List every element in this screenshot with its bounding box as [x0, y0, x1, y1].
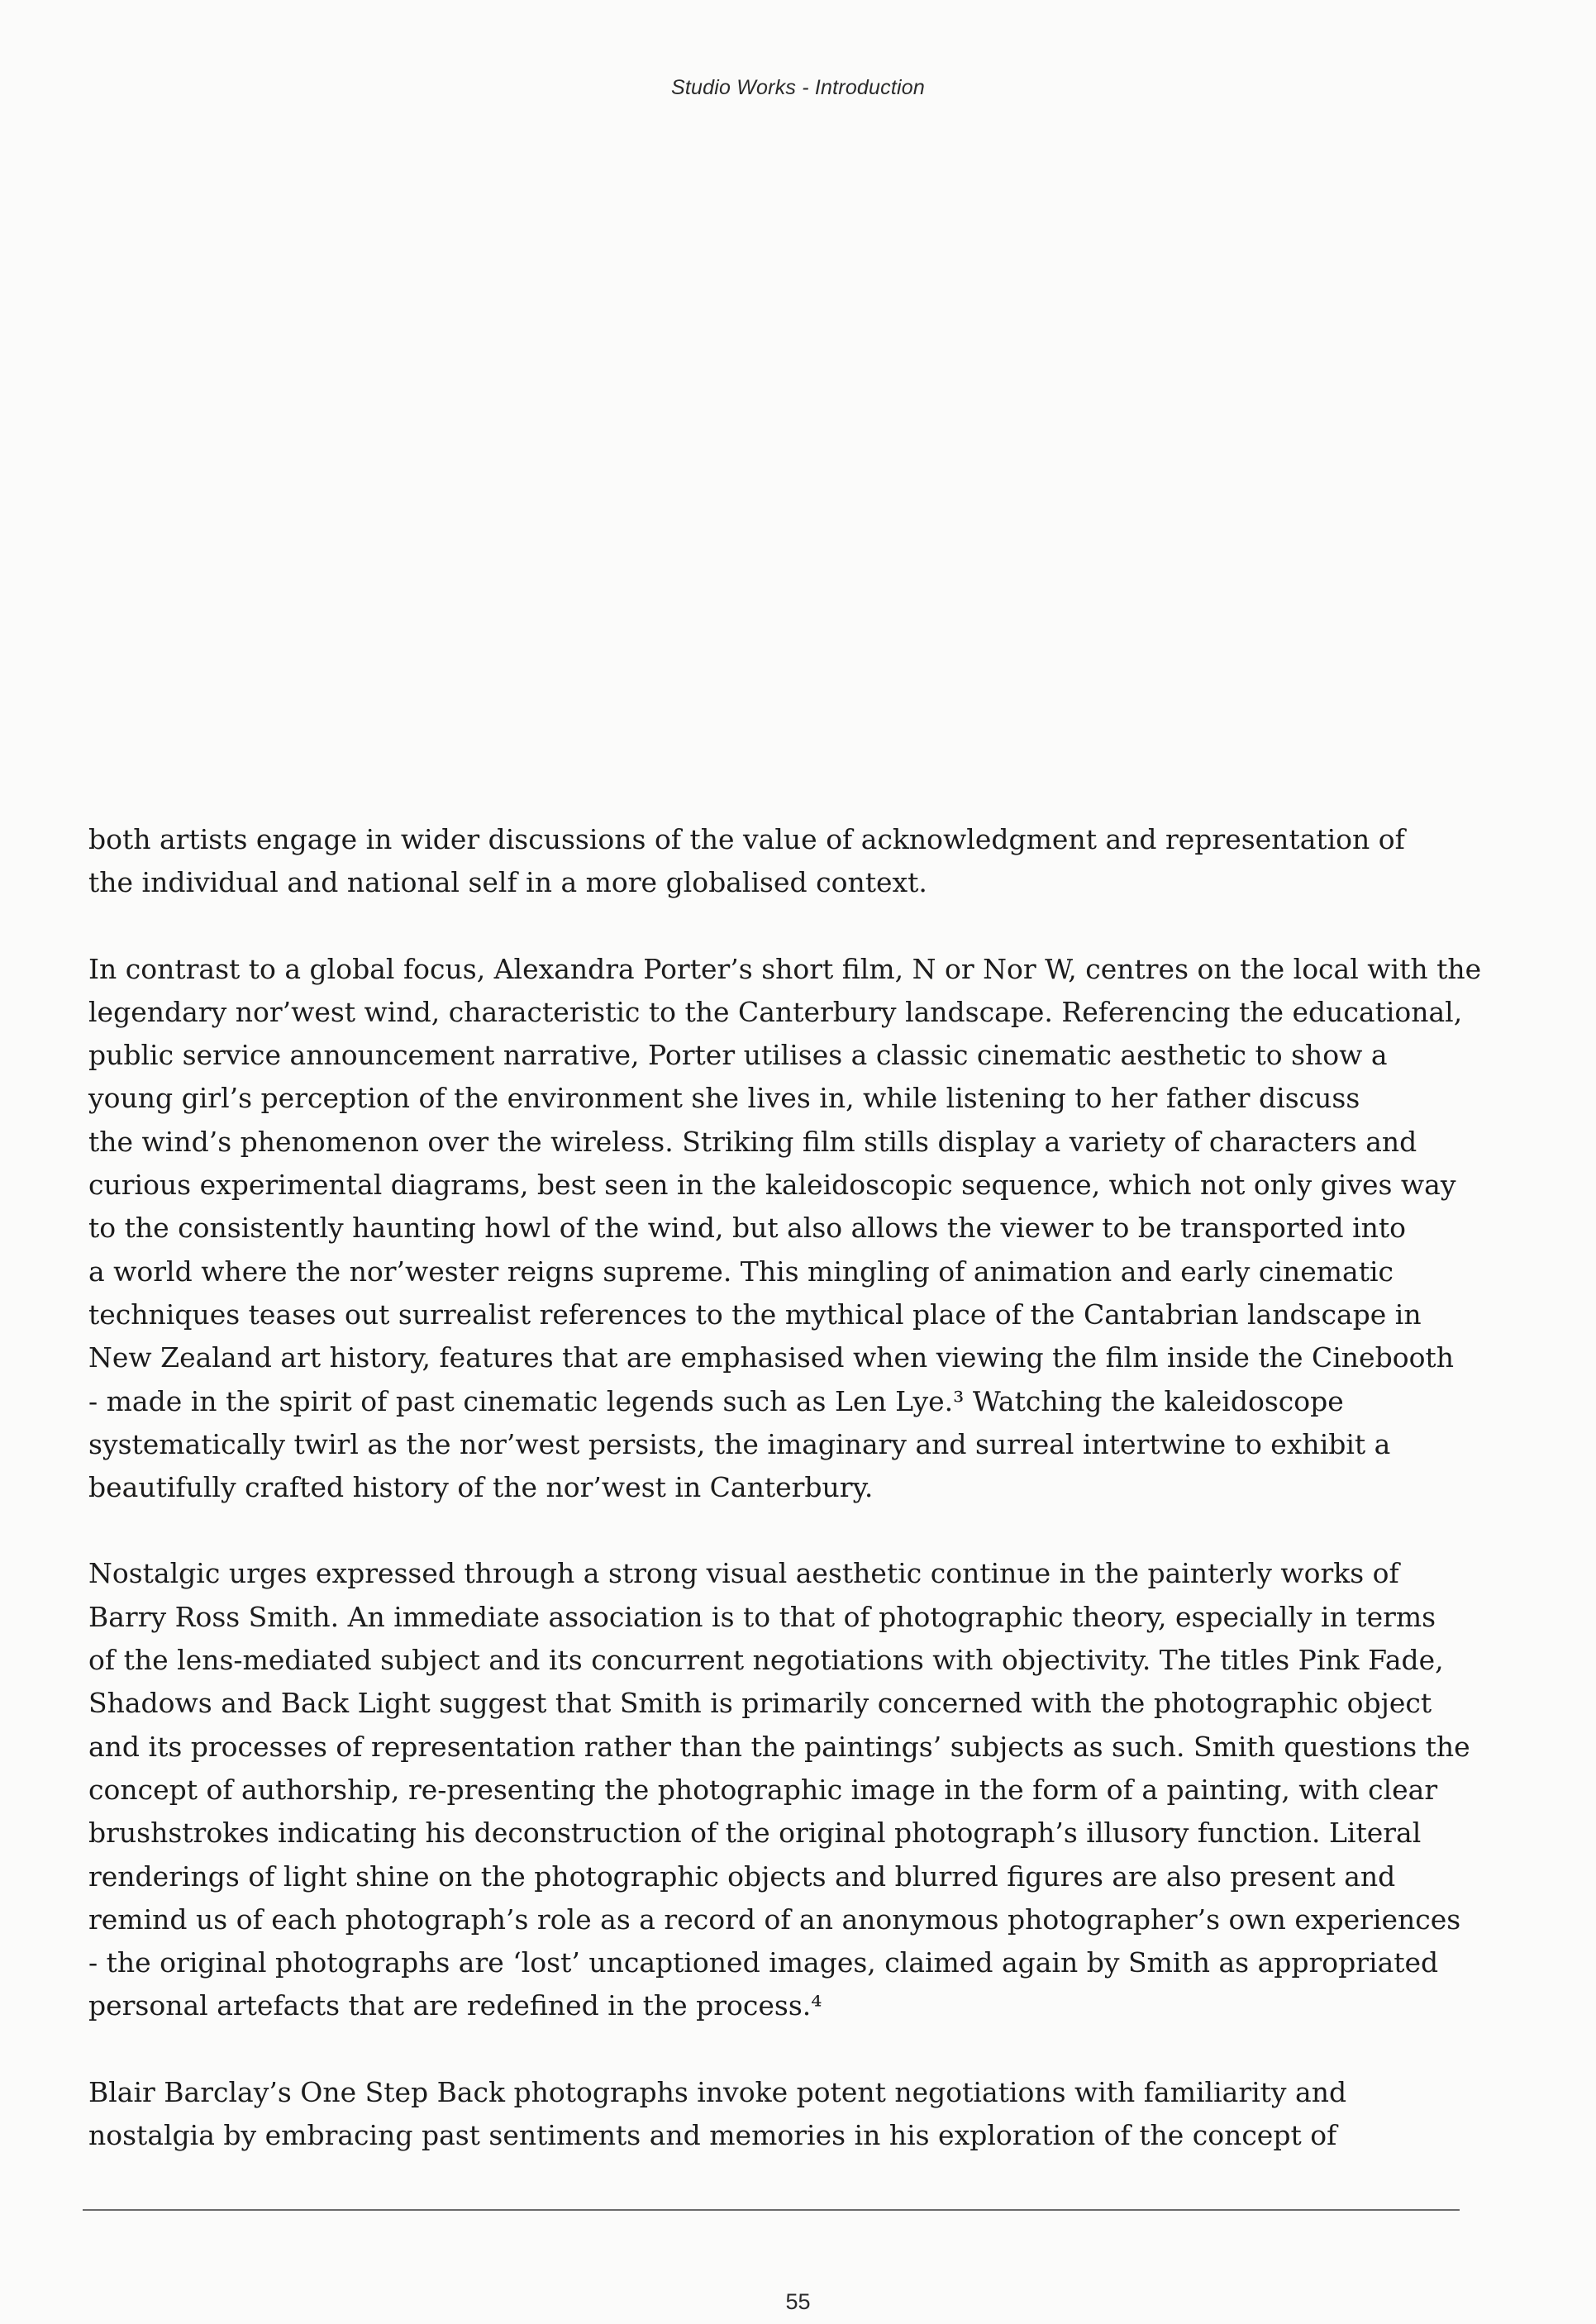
- paragraph-3: Nostalgic urges expressed through a strong visual aesthetic continue in the painterly works of Barry Ross Smith. An immediate association is to that of photographic theory, especially in terms of the lens-mediated subject and its concurrent negotiations with objectivity. The titles Pink Fade, Shadows and Back Light suggest that Smith is primarily concerned with the photographic object and its processes of representation rather than the paintings’ subjects as such. Smith questions the concept of authorship, re-presenting the photographic image in the form of a painting, with clear brushstrokes indicating his deconstruction of the original photograph’s illusory function. Literal renderings of light shine on the photographic objects and blurred figures are also present and remind us of each photograph’s role as a record of an anonymous photographer’s own experiences - the original photographs are ‘lost’ uncaptioned images, claimed again by Smith as appropriated personal artefacts that are redefined in the process.⁴: [88, 1557, 1470, 2022]
- paragraph-1: both artists engage in wider discussions of the value of acknowledgment and representation of the individual and national self in a more globalised context.: [88, 823, 1405, 899]
- footer-divider: [83, 2209, 1460, 2211]
- body-text: [88, 818, 1494, 2157]
- page-number: 55: [785, 2289, 811, 2314]
- paragraph-4: Blair Barclay’s One Step Back photographs invoke potent negotiations with familiarity and nostalgia by embracing past sentiments and memories in his exploration of the concept of: [88, 2075, 1347, 2152]
- running-header: Studio Works - Introduction: [671, 76, 925, 99]
- paragraph-2: In contrast to a global focus, Alexandra Porter’s short film, N or Nor W, centres on the local with the legendary nor’west wind, characteristic to the Canterbury landscape. Referencing the educational, public service announcement narrative, Porter utilises a classic cinematic aesthetic to show a young girl’s perception of the environment she lives in, while listening to her father discuss the wind’s phenomenon over the wireless. Striking film stills display a variety of characters and curious experimental diagrams, best seen in the kaleidoscopic sequence, which not only gives way to the consistently haunting howl of the wind, but also allows the viewer to be transported into a world where the nor’wester reigns supreme. This mingling of animation and early cinematic techniques teases out surrealist references to the mythical place of the Cantabrian landscape in New Zealand art history, features that are emphasised when viewing the film inside the Cinebooth - made in the spirit of past cinematic legends such as Len Lye.³ Watching the kaleidoscope systematically twirl as the nor’west persists, the imaginary and surreal intertwine to exhibit a beautifully crafted history of the nor’west in Canterbury.: [88, 952, 1482, 1504]
